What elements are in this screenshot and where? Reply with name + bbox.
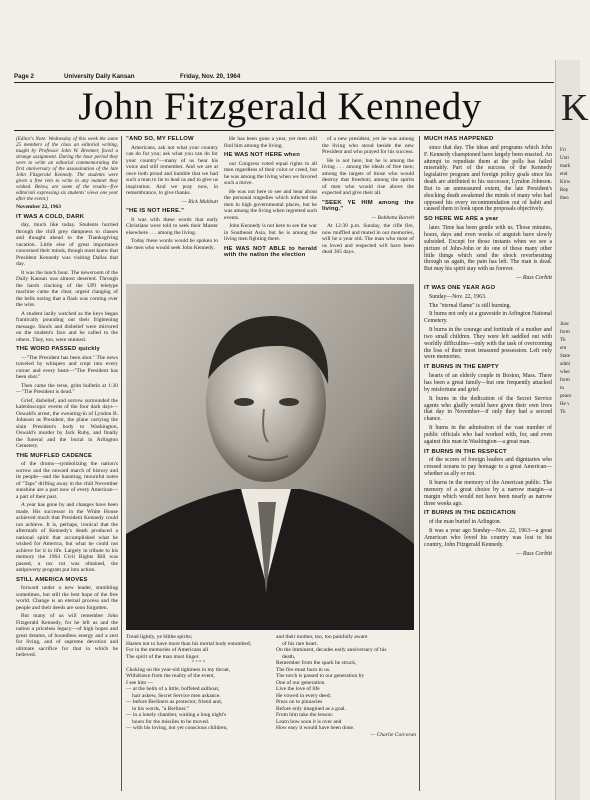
- adjacent-text-fragment: theo: [560, 196, 569, 201]
- column-1: [16, 136, 118, 796]
- poem-line: hours for the missiles to be moved.: [132, 718, 210, 725]
- poem-line: in his words, "a Berliner.": [132, 705, 190, 712]
- subhead: IT WAS ONE YEAR AGO: [424, 284, 496, 291]
- poem-line: Press on to pinnacles: [276, 699, 323, 705]
- page-number: Page 2: [14, 72, 34, 80]
- column-divider: [121, 136, 122, 791]
- poem-line: — with his loving, not yet conscious children,: [126, 725, 228, 731]
- poem-left: [126, 634, 271, 794]
- adjacent-text-fragment: peace: [560, 394, 572, 399]
- column-4: [322, 136, 414, 282]
- subhead: IT BURNS IN THE EMPTY: [424, 364, 499, 371]
- adjacent-page-edge: [555, 60, 589, 800]
- poem-line: hair askew, Secret Service men askance.: [132, 692, 221, 699]
- adjacent-text-fragment: Rep: [560, 188, 569, 193]
- subhead: IT BURNS IN THE RESPECT: [424, 448, 507, 455]
- adjacent-text-fragment: form: [560, 378, 570, 383]
- poem-line: For in the memories of Americans all: [126, 647, 209, 653]
- paragraph: It was the lunch hour. The newsroom of the Daily Kansan was almost deserted. Through the harsh clacking of the UPI teletype machine came the clear, urgent clanging of the bells noting that a flash was coming over the wire.: [16, 269, 118, 308]
- adjacent-text-fragment: end: [560, 172, 568, 177]
- poem-line: Learn how soon it is over and: [276, 718, 342, 725]
- paragraph: since that day. The ideas and programs which John F. Kennedy championed have largely been enacted. An attempt to repudiate them at the polls has failed miserably. Part of the success of the Kennedy legislative program and foreign policy goals since his death are attributed to his successor, Lyndon Johnson. But to an unmeasured extent, the late President's shocking death awakened the minds of many who had opposed his every recommendation out of habit and caused them to look upon the proposals objectively.: [424, 144, 552, 213]
- poem-line: One of our generation.: [276, 679, 326, 686]
- paragraph: hearts of an elderly couple in Boston, Mass. There has been a great family—but one frequently attacked by misfortune and grief.: [424, 373, 552, 393]
- byline: — Charlie Corcoran: [370, 731, 416, 738]
- adjacent-text-fragment: Fri: [560, 148, 566, 153]
- poem-divider: ° ° ° °: [192, 660, 205, 666]
- adjacent-text-fragment: Th: [560, 410, 566, 415]
- poem-line: He vowed in every deed;: [276, 692, 331, 699]
- subhead: THE WORD PASSED quickly: [16, 346, 101, 352]
- adjacent-headline-letter: K: [561, 87, 589, 129]
- adjacent-text-fragment: State: [560, 354, 570, 359]
- issue-date: Friday, Nov. 20, 1964: [180, 72, 241, 80]
- paragraph: Sunday—Nov. 22, 1963.: [429, 293, 487, 300]
- subhead: HE WAS NOT HERE when: [224, 152, 301, 158]
- header-rule: [14, 82, 554, 83]
- poem-line: of his rare heart.: [282, 640, 319, 647]
- headline: John Fitzgerald Kennedy: [78, 85, 482, 128]
- paragraph: Americans, ask not what your country can do for you; ask what you can do for your country"—many of us hear his voice and still remember. And we are at once both proud and humble that we had such a man to lie to lead us and to give us inspiration. And we pray now, in remembrance, to give thanks.: [126, 144, 218, 196]
- byline: — Bobbetta Bartelt: [371, 214, 414, 221]
- byline: — Rick Mabbutt: [181, 198, 218, 205]
- paragraph: of the man buried in Arlington.: [429, 519, 502, 526]
- column-divider: [419, 136, 420, 791]
- subhead: MUCH HAS HAPPENED: [424, 136, 494, 142]
- adjacent-text-fragment: mark: [560, 164, 571, 169]
- paragraph: He has been gone a year, yet men still find him among the living.: [224, 136, 317, 149]
- paragraph: later. Time has been gentle with us. Those minutes, hours, days and even weeks of anguish have slowly subsided. Except for those instants when we see a picture of John-John or do one of those many other little things which send the shock reverberating through us again, the pain has left. The man is dead. But may his spirit stay with us forever.: [424, 225, 552, 273]
- kennedy-portrait-photo: [126, 284, 414, 630]
- paragraph: day, much like today. Students hurried through the chill grey dampness to classes and thought ahead to the Thanksgiving vacation. Little else of great importance concerned their minds, though most knew that President Kennedy was visiting Dallas that day.: [16, 222, 118, 267]
- subhead: HE WAS NOT ABLE to herald with the nation the election: [224, 245, 317, 258]
- poem-line: and their mother, too, too painfully aware: [276, 634, 368, 640]
- poem-line: Hasten not to have more than his mortal body entombed;: [126, 640, 252, 647]
- poem-line: From him take the lesson:: [276, 712, 334, 718]
- poem-line: The spirit of the man must linger.: [126, 653, 200, 660]
- byline: — Russ Corbitt: [516, 550, 552, 557]
- poem-line: I see him —: [126, 679, 154, 686]
- subhead: "HE IS NOT HERE.": [126, 208, 185, 214]
- adjacent-text-fragment: ent: [560, 346, 567, 351]
- paragraph: At 12:30 p.m. Sunday, the rifle fire, now muffled and muted in our memories, will be a year old. The man who most of us loved and respected will have been dead 365 days.: [322, 223, 414, 255]
- column-2: [126, 136, 218, 282]
- paragraph: forward under a new leader, stumbling sometimes, but still the best hope of the free world. Change is an eternal process and the people and their deeds are soon forgotten.: [16, 585, 118, 611]
- paragraph: It burns in the memory of the American public. The memory of a great choice by a narrow margin—a margin which would not have been nearly as narrow three weeks ago.: [424, 479, 552, 507]
- paragraph: —"The President has been shot." The news traveled by whispers and crept into every corner and every heart—"The President has been shot.": [16, 354, 118, 380]
- adjacent-text-fragment: admi: [560, 362, 570, 367]
- paragraph: The "eternal flame" is still burning.: [429, 302, 512, 309]
- poem-line: death,: [282, 653, 296, 660]
- paragraph: It burns not only at a graveside in Arlington National Cemetery.: [424, 311, 552, 325]
- paragraph: It was with these words that early Christians were told to seek their Master elsewhere . . . among the living.: [126, 216, 218, 236]
- adjacent-text-fragment: He v: [560, 402, 570, 407]
- subhead: THE MUFFLED CADENCE: [16, 452, 93, 459]
- editor-note: (Editor's Note: Wednesday of this week the same 25 members of the class an editorial writing, taught by Professor John W. Bremner, faced a strange assignment. During the hour period they were to write an editorial commemorating the first anniversary of the assassination of the late John Fitzgerald Kennedy. The students were given a free rein to write in any manner they wished. Below, are some of the results—five editorials expressing six students' views one year after the event.): [16, 136, 118, 202]
- portrait-illustration: [126, 284, 414, 630]
- paragraph: A year has gone by and changes have been made. His successor in the White House achieved much that President Kennedy could not achieve. It is, perhaps, ironical that the aftermath of Kennedy's death produced a national spirit that accomplished what he wished for America, but what he could not achieve for it in life. Largely in tribute to his memory the 1964 Civil Rights Bill was passed, a tax cut was obtained, the antipoverty program put into action.: [16, 502, 118, 573]
- paragraph: Grief, disbelief, and sorrow surrounded the kaleidoscopic events of the four dark days—Oswald's arrest, the swearing-in of Lyndon B. Johnson as President, the plane carrying the slain President's body to Washington, Oswald's murder by Jack Ruby, and finally the funeral and the burial in Arlington Cemetery.: [16, 397, 118, 449]
- adjacent-text-fragment: tu: [560, 386, 564, 391]
- subhead: STILL AMERICA MOVES: [16, 576, 88, 583]
- poem-line: Live the love of life: [276, 686, 320, 692]
- poem-right: [276, 634, 416, 794]
- poem-line: How easy it would have been done.: [276, 725, 355, 731]
- subhead: "SEEK YE HIM among the living.": [322, 199, 414, 212]
- poem-line: Before only imagined as a goal.: [276, 705, 346, 712]
- subhead: SO HERE WE ARE a year: [424, 216, 499, 223]
- page-header: [14, 70, 544, 82]
- paragraph: of the drums—symbolizing the nation's sorrow and the onward march of history and its people—and the haunting, mournful notes of "Taps" drifting away in the chill November sunshine are a part now of every American—a part of their past.: [16, 461, 118, 500]
- poem-line: — in a lonely chamber, waiting a long night's: [126, 712, 227, 718]
- adjacent-text-fragment: Th: [560, 338, 566, 343]
- paragraph: our Congress voted equal rights to all men regardless of their color or creed, but he was among the living when we favored such a move.: [224, 160, 318, 186]
- subhead: "AND SO, MY FELLOW: [126, 136, 194, 142]
- byline: — Russ Corbitt: [516, 275, 552, 282]
- headline-rule: [14, 130, 554, 131]
- poem-line: Withdrawn from the reality of the event,: [126, 673, 215, 679]
- adjacent-text-fragment: Unti: [560, 156, 569, 161]
- paragraph: John Kennedy is not here to see the war in Southeast Asia, but he is among the living men fighting there.: [224, 223, 317, 242]
- poem-line: Tread lightly, ye blithe spirits;: [126, 634, 193, 640]
- paragraph: He was not here to see and hear about the personal tragedies which infected the men in high governmental places, but he was among the living when regretted such events.: [224, 188, 317, 221]
- paragraph: It burns in the admiration of the vast number of public officials who had worked with, for, and even against this man in Washington—a great man.: [424, 425, 552, 445]
- adjacent-text-fragment: form: [560, 330, 570, 335]
- poem-line: — at the helm of a little, buffeted sailboat,: [126, 686, 220, 692]
- paragraph: He is not here, but he is among the living . . . among the ideals of free men; among the targets of those who would destroy that freedom; among the spirits of men who would rise above the expected and give their all.: [322, 157, 414, 196]
- column-5: [424, 136, 552, 796]
- paragraph: of the scores of foreign leaders and dignitaries who crossed oceans to pay homage to a great American—whether as ally or not.: [424, 457, 552, 478]
- poem-line: The fire must burn in us.: [276, 666, 331, 673]
- paragraph: It was a year ago Sunday—Nov. 22, 1963—a great American who loved his country was lost to his country, John Fitzgerald Kennedy.: [424, 528, 552, 548]
- poem-line: Choking on the year-old tightness in my throat,: [126, 666, 231, 673]
- paragraph: Today these words would be spoken to the men who would seek John Kennedy.: [126, 238, 218, 251]
- poem-line: On the imminent, decades early anniversary of his: [276, 647, 387, 653]
- poem-line: The torch is passed to our generation by: [276, 673, 365, 679]
- subhead: IT BURNS IN THE DEDICATION: [424, 510, 516, 517]
- paragraph: Then came the terse, grim bulletin at 1:30—"The President is dead.": [16, 382, 118, 395]
- paragraph: But many of us will remember John Fitzgerald Kennedy, for he left us and the nation a priceless legacy—of high hopes and great dreams, of boundless energy and a zest for living, and of supreme devotion and ultimate sacrifice for that in which he believed.: [16, 613, 118, 658]
- column-3: [224, 136, 317, 282]
- poem-line: — before Berliners as protector, friend and,: [126, 699, 222, 705]
- paragraph: A student lazily watched as the keys began frantically pounding out their frightening message. Shock and disbelief were mirrored on the student's face and he called to the others. They, too, were stunned.: [16, 310, 118, 343]
- paragraph: It burns in the dedication of the Secret Service agents who gladly would have given their own lives that day in November—if only they had a second chance.: [424, 395, 552, 423]
- paragraph: of a new president, yet he was among the living who stood beside the new President and who prayed for his success.: [322, 136, 414, 155]
- poem-line: Remember from the spark he struck,: [276, 660, 357, 666]
- adjacent-text-fragment: Kirw: [560, 180, 571, 185]
- paragraph: It burns in the courage and fortitude of a mother and two small children. They were left saddled out with worldly difficulties—only with the task of overcoming the loss of their most treasured possession. Left only were memories.: [424, 327, 552, 361]
- adjacent-text-fragment: wher: [560, 370, 570, 375]
- dateline: November 22, 1963: [16, 204, 61, 210]
- paper-name: University Daily Kansan: [64, 72, 135, 80]
- adjacent-text-fragment: Junc: [560, 322, 570, 327]
- subhead: IT WAS A COLD, DARK: [16, 213, 85, 220]
